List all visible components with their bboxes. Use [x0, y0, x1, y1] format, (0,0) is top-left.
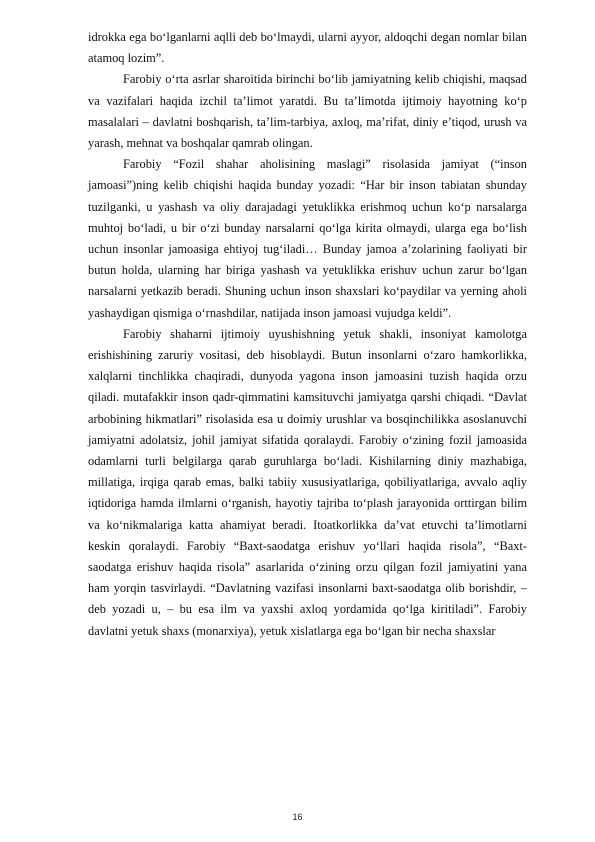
page-number: 16	[292, 812, 303, 822]
paragraph-continuation: idrokka ega bo‘lganlarni aqlli deb bo‘lmaydi, ularni ayyor, aldoqchi degan nomlar bilan atamoq lozim”.	[88, 30, 527, 66]
page-body	[88, 27, 527, 642]
paragraph-fozil-shahar: Farobiy “Fozil shahar aholisining maslagi” risolasida jamiyat (“inson jamoasi”)ning kelib chiqishi haqida bunday yozadi: “Har bir inson tabiatan shunday tuzilganki, u yashash va oliy darajadagi yetuklikka erishmoq uchun ko‘p narsalarga muhtoj bo‘ladi, u bir o‘zi bunday narsalarni qo‘lga kirita olmaydi, ularga ega bo‘lish uchun insonlar jamoasiga ehtiyoj tug‘iladi… Bunday jamoa a’zolarining faoliyati bir butun holda, ularning har biriga yashash va yetuklikka erishuv uchun zarur bo‘lgan narsalarni yetkazib beradi. Shuning uchun inson shaxslari ko‘paydilar va yerning aholi yashaydigan qismiga o‘rnashdilar, natijada inson jamoasi vujudga keldi”.	[88, 157, 527, 320]
paragraph-city-society: Farobiy shaharni ijtimoiy uyushishning yetuk shakli, insoniyat kamolotga erishishining zaruriy vositasi, deb hisoblaydi. Butun insonlarni o‘zaro hamkorlikka, xalqlarni tinchlikka chaqiradi, dunyoda yagona inson jamoasini tuzish haqida orzu qiladi. mutafakkir inson qadr-qimmatini kamsituvchi jamiyatga qarshi chiqadi. “Davlat arbobining hikmatlari” risolasida esa u doimiy urushlar va bosqinchilikka asoslanuvchi jamiyatni adolatsiz, johil jamiyat sifatida qoralaydi. Farobiy o‘zining fozil jamoasida odamlarni turli belgilarga qarab guruhlarga bo‘ladi. Kishilarning diniy mazhabiga, millatiga, irqiga qarab emas, balki tabiiy xususiyatlariga, qobiliyatlariga, avvalo aqliy iqtidoriga hamda ilmlarni o‘rganish, hayotiy tajriba to‘plash jarayonida orttirgan bilim va ko‘nikmalariga katta ahamiyat beradi. Itoatkorlikka da’vat etuvchi ta’limotlarni keskin qoralaydi. Farobiy “Baxt-saodatga erishuv yo‘llari haqida risola”, “Baxt-saodatga erishuv haqida risola” asarlarida o‘zining orzu qilgan fozil jamiyatini yana ham yorqin tasvirlaydi. “Davlatning vazifasi insonlarni baxt-saodatga olib borishdir, – deb yozadi u, – bu esa ilm va yaxshi axloq yordamida qo‘lga kiritiladi”. Farobiy davlatni yetuk shaxs (monarxiya), yetuk xislatlarga ega bo‘lgan bir necha shaxslar	[88, 326, 527, 638]
paragraph-farobiy-doctrine: Farobiy o‘rta asrlar sharoitida birinchi bo‘lib jamiyatning kelib chiqishi, maqsad va vazifalari haqida izchil ta’limot yaratdi. Bu ta’limotda ijtimoiy hayotning ko‘p masalalari – davlatni boshqarish, ta’lim-tarbiya, axloq, ma’rifat, diniy e’tiqod, urush va yarash, mehnat va boshqalar qamrab olingan.	[88, 72, 527, 151]
